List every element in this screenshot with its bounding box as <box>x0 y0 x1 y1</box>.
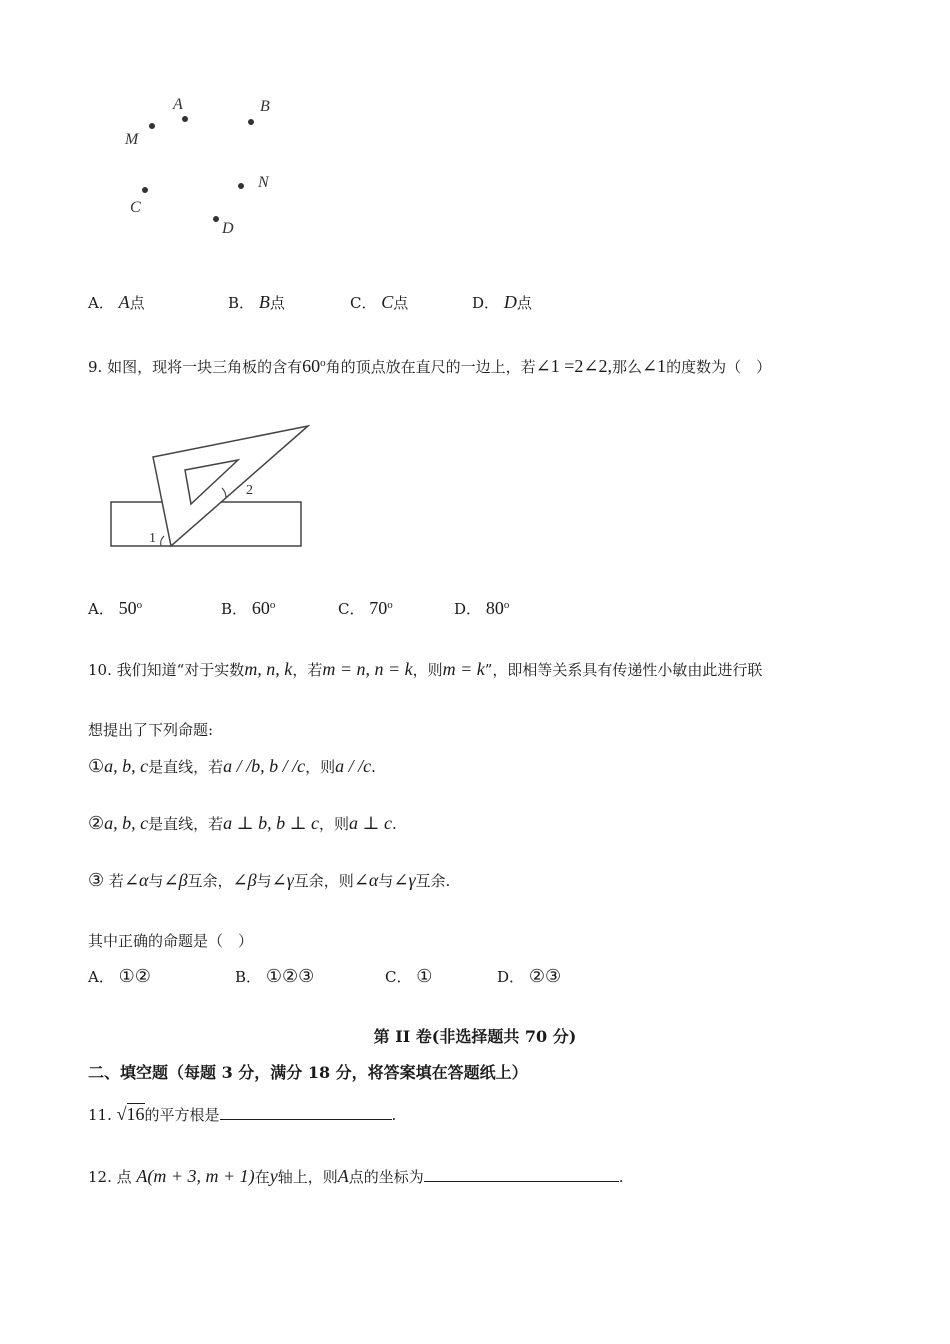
point-expression: A(m + 3, m + 1) <box>136 1166 255 1186</box>
option-value: ①② <box>118 966 151 986</box>
question-text: 那么 <box>611 358 642 376</box>
variables: a, b, c <box>104 756 149 776</box>
variables: a, b, c <box>104 813 149 833</box>
degree-mark: o <box>320 357 326 369</box>
option-letter: B． <box>221 600 248 618</box>
q9-option-c[interactable] <box>338 598 393 619</box>
point-b-label: B <box>260 98 270 115</box>
angle-gamma: ∠γ <box>393 870 416 890</box>
q11 <box>88 1104 396 1125</box>
angle-1-arc <box>161 536 164 546</box>
q10-stem-line2: 想提出了下列命题: <box>88 721 214 739</box>
option-letter: D． <box>454 600 482 618</box>
part-heading: 二、填空题（每题 3 分，满分 18 分，将答案填在答题纸上） <box>88 1063 528 1082</box>
degree-mark: o <box>136 599 143 611</box>
option-letter: C． <box>385 968 412 986</box>
angle-condition: ∠1 =2∠2, <box>535 356 612 376</box>
point-a-label: A <box>173 96 183 113</box>
q10-stem <box>88 659 762 680</box>
option-letter: A． <box>88 600 114 618</box>
question-text: 我们知道“对于实数 <box>116 661 245 679</box>
proposition-text: 是直线，若 <box>148 815 224 833</box>
point-m-dot <box>149 123 155 129</box>
degree-mark: o <box>503 599 510 611</box>
answer-blank[interactable] <box>220 1105 392 1120</box>
degree-mark: o <box>269 599 276 611</box>
option-value: 80 <box>485 598 504 618</box>
point-b-dot <box>248 119 254 125</box>
question-text: 的度数为（ ） <box>666 358 772 376</box>
proposition-text: 若 <box>108 872 124 890</box>
option-suffix: 点 <box>129 294 145 312</box>
option-letter: B． <box>228 294 255 312</box>
option-letter: B． <box>235 968 262 986</box>
question-text: 轴上，则 <box>277 1168 338 1186</box>
degree-value: 60 <box>302 356 321 376</box>
proposition-number: ③ <box>88 870 105 890</box>
proposition-1 <box>88 756 376 777</box>
point-name: A <box>337 1166 349 1186</box>
proposition-3 <box>88 870 450 891</box>
angle-label: ∠1 <box>641 356 667 376</box>
question-text: 如图，现将一块三角板的含有 <box>107 358 303 376</box>
q8-option-d[interactable] <box>472 292 532 313</box>
question-number: 12. 点 <box>88 1168 132 1186</box>
angle-1-label: 1 <box>149 531 156 546</box>
q9-option-b[interactable] <box>221 598 275 619</box>
degree-mark: o <box>387 599 393 611</box>
question-text: ，则 <box>412 661 443 679</box>
point-c-dot <box>142 187 148 193</box>
q9-option-d[interactable] <box>454 598 509 619</box>
question-number: 10. <box>88 661 112 679</box>
condition: m = n, n = k <box>322 659 413 679</box>
option-value: ②③ <box>528 966 562 986</box>
option-value: ①②③ <box>265 966 315 986</box>
conclusion: a / /c <box>335 756 372 776</box>
question-text: ，若 <box>292 661 323 679</box>
point-m-label: M <box>125 131 139 148</box>
proposition-text: ，则 <box>305 758 336 776</box>
option-letter: D． <box>497 968 525 986</box>
point-n-dot <box>238 183 244 189</box>
proposition-number: ② <box>88 813 105 833</box>
option-variable: B <box>258 292 270 312</box>
option-letter: A． <box>88 968 114 986</box>
angle-beta: ∠β <box>163 870 188 890</box>
option-letter: C． <box>350 294 377 312</box>
point-d-label: D <box>222 220 234 237</box>
proposition-text: 互余，则 <box>293 872 354 890</box>
option-suffix: 点 <box>393 294 409 312</box>
radicand: 16 <box>126 1104 145 1124</box>
condition: a ⊥ b, b ⊥ c <box>223 813 320 833</box>
option-letter: A． <box>88 294 114 312</box>
question-text: . <box>618 1168 624 1186</box>
ruler-triangle-figure <box>105 420 315 555</box>
q10-option-a[interactable] <box>88 966 151 987</box>
question-text: 角的顶点放在直尺的一边上，若 <box>325 358 536 376</box>
conclusion: m = k <box>442 659 485 679</box>
set-square-outer <box>153 426 308 546</box>
option-suffix: 点 <box>516 294 532 312</box>
point-d-dot <box>213 216 219 222</box>
q8-option-c[interactable] <box>350 292 408 313</box>
proposition-text: 互余， <box>187 872 233 890</box>
question-text: 的平方根是 <box>144 1106 220 1124</box>
angle-alpha: ∠α <box>123 870 149 890</box>
proposition-text: 与 <box>148 872 164 890</box>
variables: m, n, k <box>244 659 293 679</box>
q9-stem <box>88 356 771 377</box>
proposition-2 <box>88 813 397 834</box>
point-c-label: C <box>130 199 141 216</box>
proposition-text: 与 <box>256 872 272 890</box>
angle-beta: ∠β <box>232 870 257 890</box>
q12 <box>88 1166 624 1187</box>
condition: a / /b, b / /c <box>223 756 306 776</box>
question-text: 在 <box>254 1168 270 1186</box>
proposition-text: 与 <box>378 872 394 890</box>
option-suffix: 点 <box>269 294 285 312</box>
option-value: 60 <box>251 598 270 618</box>
q9-option-a[interactable] <box>88 598 142 619</box>
question-text: 点的坐标为 <box>348 1168 424 1186</box>
q8-option-b[interactable] <box>228 292 285 313</box>
q10-option-c[interactable] <box>385 966 432 987</box>
proposition-text: ，则 <box>319 815 350 833</box>
point-a-dot <box>182 116 188 122</box>
proposition-text: . <box>371 758 376 776</box>
point-n-label: N <box>258 174 269 191</box>
q10-question: 其中正确的命题是（ ） <box>88 932 254 950</box>
q10-option-d[interactable] <box>497 966 561 987</box>
angle-gamma: ∠γ <box>271 870 294 890</box>
axis-variable: y <box>269 1166 278 1186</box>
question-number: 9. <box>88 358 103 376</box>
option-value: 50 <box>118 598 137 618</box>
angle-alpha: ∠α <box>353 870 379 890</box>
option-variable: A <box>118 292 130 312</box>
sqrt-icon: √ <box>116 1104 127 1124</box>
option-letter: D． <box>472 294 500 312</box>
option-variable: C <box>381 292 394 312</box>
question-text: ”，即相等关系具有传递性小敏由此进行联 <box>484 661 763 679</box>
q8-option-a[interactable] <box>88 292 145 313</box>
proposition-text: 是直线，若 <box>148 758 224 776</box>
question-number: 11. <box>88 1106 112 1124</box>
question-text: . <box>391 1106 397 1124</box>
angle-2-label: 2 <box>246 483 253 498</box>
option-letter: C． <box>338 600 365 618</box>
option-value: 70 <box>369 598 388 618</box>
answer-blank[interactable] <box>424 1167 619 1182</box>
proposition-text: 互余. <box>415 872 451 890</box>
option-value: ① <box>416 966 433 986</box>
section-title: 第 II 卷(非选择题共 70 分) <box>373 1027 577 1046</box>
q10-option-b[interactable] <box>235 966 314 987</box>
option-variable: D <box>503 292 517 312</box>
conclusion: a ⊥ c <box>349 813 392 833</box>
proposition-text: . <box>391 815 397 833</box>
points-figure <box>110 85 310 245</box>
proposition-number: ① <box>88 756 105 776</box>
